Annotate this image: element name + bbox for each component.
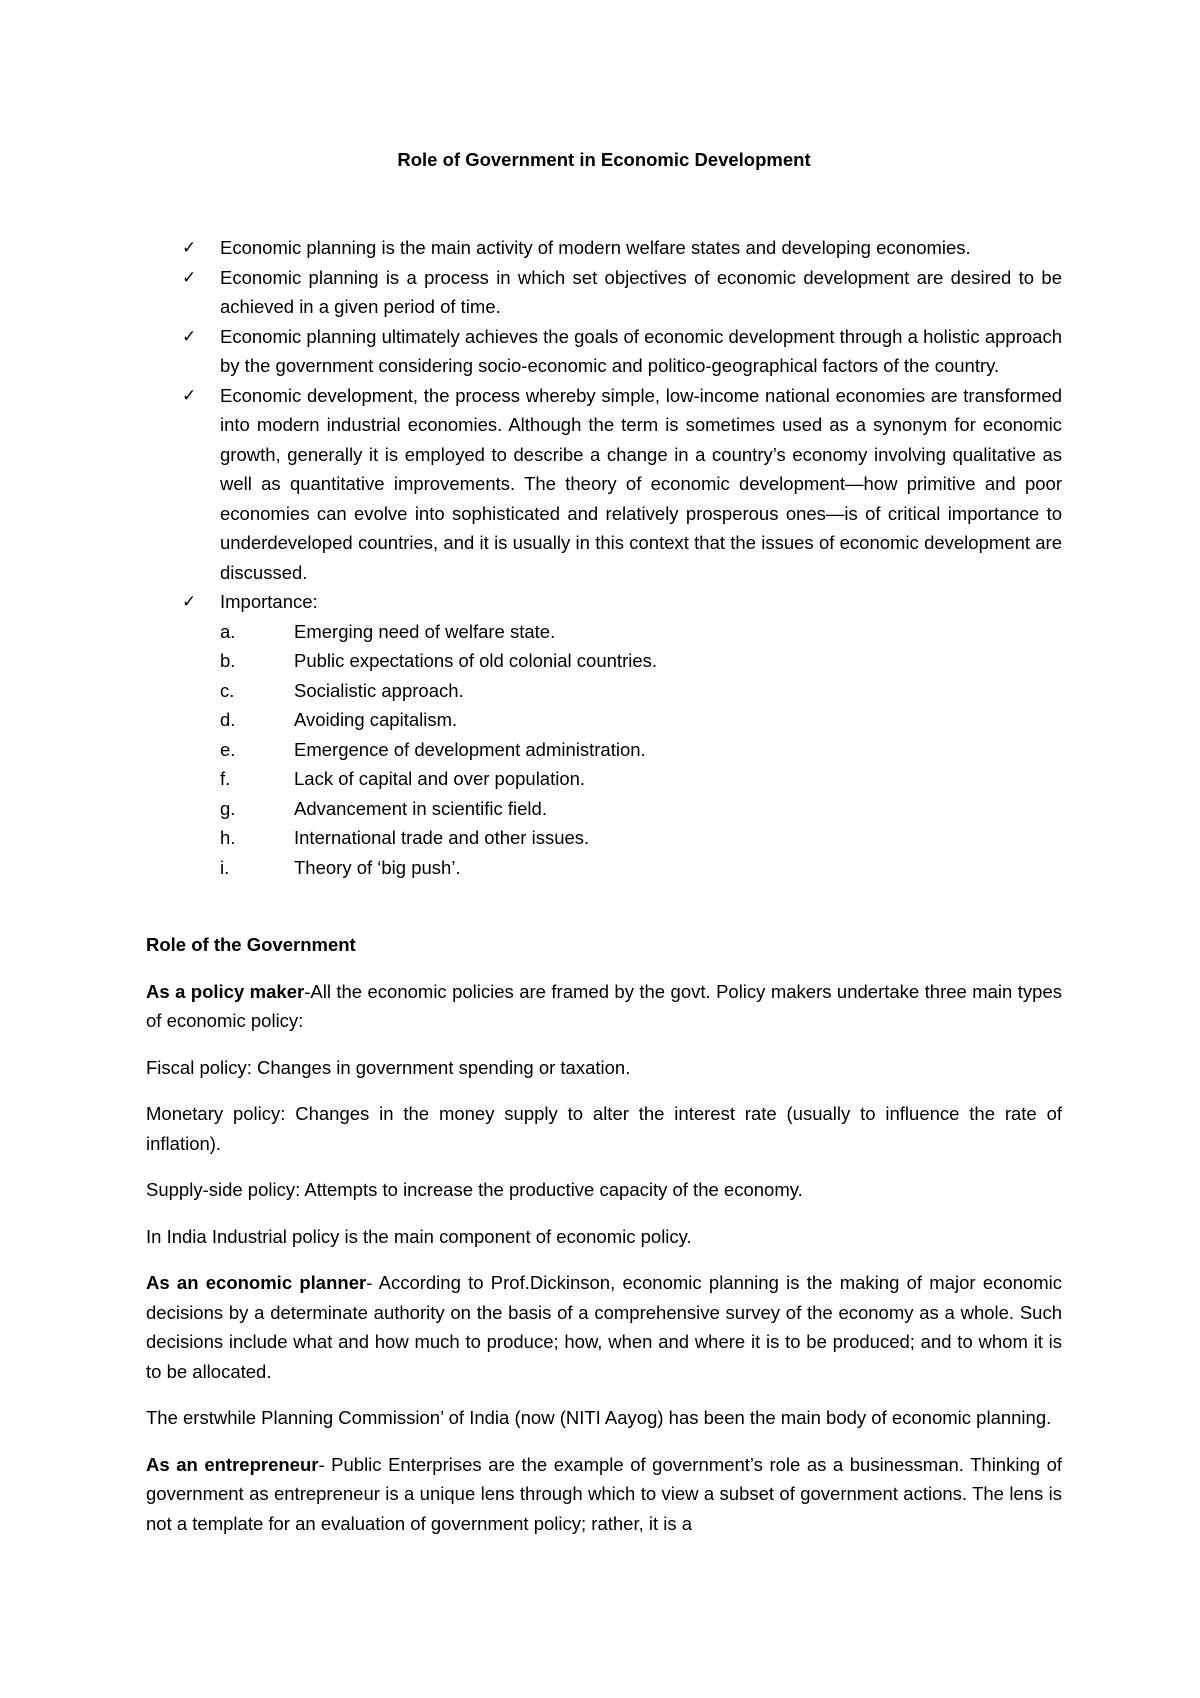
importance-list xyxy=(220,617,1062,883)
checklist-item-text: Economic planning ultimately achieves the goals of economic development through a holistic approach by the government considering socio-economic and politico-geographical factors of the country. xyxy=(220,325,1062,376)
importance-item xyxy=(220,676,1062,706)
checklist-item xyxy=(146,322,1062,381)
list-marker: b. xyxy=(220,650,236,671)
importance-item xyxy=(220,617,1062,647)
checklist-item xyxy=(146,381,1062,588)
importance-item xyxy=(220,646,1062,676)
checklist-item xyxy=(146,233,1062,263)
checklist-item-importance xyxy=(146,587,1062,882)
list-marker: e. xyxy=(220,738,236,760)
planning-commission-paragraph: The erstwhile Planning Commission’ of India (now (NITI Aayog) has been the main body of economic planning. xyxy=(146,1407,1052,1428)
list-marker: i. xyxy=(220,856,230,878)
importance-item xyxy=(220,853,1062,883)
paragraph-text: - According to Prof.Dickinson, economic planning is the making of major economic decisions by a determinate authority on the basis of a comprehensive survey of the economy as a whole. Such decisions include what and how much to produce; how, when and where it is to be produced; and to whom it is to be allocated. xyxy=(146,1272,1062,1382)
paragraph-text: - Public Enterprises are the example of government’s role as a businessman. Thinking of government as entrepreneur is a unique lens through which to view a subset of government actions. The lens is not a template for an evaluation of government policy; rather, it is a xyxy=(146,1453,1062,1534)
list-marker: h. xyxy=(220,827,236,848)
paragraph-text: -All the economic policies are framed by the govt. Policy makers undertake three main types of economic policy: xyxy=(146,980,1062,1031)
importance-item xyxy=(220,705,1062,735)
checkmark-icon: ✓ xyxy=(182,385,197,405)
document-title: Role of Government in Economic Development xyxy=(397,149,811,170)
importance-item-text: Emergence of development administration. xyxy=(294,738,646,760)
checkmark-icon: ✓ xyxy=(182,326,197,346)
policy-maker-paragraph xyxy=(146,977,1062,1036)
monetary-policy-paragraph: Monetary policy: Changes in the money supply to alter the interest rate (usually to influence the rate of inflation). xyxy=(146,1103,1062,1154)
importance-item xyxy=(220,794,1062,824)
checklist-item xyxy=(146,263,1062,322)
section-heading: Role of the Government xyxy=(146,934,356,955)
importance-item xyxy=(220,764,1062,794)
list-marker: f. xyxy=(220,768,231,789)
checklist-item-text: Economic planning is a process in which set objectives of economic development are desired to be achieved in a given period of time. xyxy=(220,266,1062,317)
role-section xyxy=(146,930,1062,1555)
list-marker: g. xyxy=(220,797,236,819)
importance-item-text: Avoiding capitalism. xyxy=(294,709,458,730)
checklist-item-text: Economic development, the process whereby simple, low-income national economies are transformed into modern industrial economies. Although the term is sometimes used as a synonym for economic growth, generally it is employed to describe a change in a country’s economy involving qualitative as well as quantitative improvements. The theory of economic development—how primitive and poor economies can evolve into sophisticated and relatively prosperous ones—is of critical importance to underdeveloped countries, and it is usually in this context that the issues of economic development are discussed. xyxy=(220,384,1062,583)
supply-side-paragraph: Supply-side policy: Attempts to increase the productive capacity of the economy. xyxy=(146,1179,803,1200)
fiscal-policy-paragraph: Fiscal policy: Changes in government spending or taxation. xyxy=(146,1056,631,1078)
importance-item-text: Socialistic approach. xyxy=(294,679,464,701)
importance-item-text: Public expectations of old colonial countries. xyxy=(294,650,658,671)
checklist-item-text: Economic planning is the main activity of modern welfare states and developing economies. xyxy=(220,237,971,258)
checklist xyxy=(146,233,1062,882)
list-marker: a. xyxy=(220,620,236,642)
importance-item-text: International trade and other issues. xyxy=(294,827,590,848)
importance-item-text: Emerging need of welfare state. xyxy=(294,620,556,642)
importance-item-text: Advancement in scientific field. xyxy=(294,797,547,819)
paragraph-lead: As an entrepreneur xyxy=(146,1453,319,1475)
india-industrial-paragraph: In India Industrial policy is the main component of economic policy. xyxy=(146,1225,692,1247)
importance-item-text: Lack of capital and over population. xyxy=(294,768,586,789)
importance-item xyxy=(220,823,1062,853)
importance-item-text: Theory of ‘big push’. xyxy=(294,856,461,878)
checkmark-icon: ✓ xyxy=(182,267,197,287)
importance-label: Importance: xyxy=(220,591,318,612)
checkmark-icon: ✓ xyxy=(182,592,197,611)
list-marker: c. xyxy=(220,679,235,701)
economic-planner-paragraph xyxy=(146,1268,1062,1386)
entrepreneur-paragraph xyxy=(146,1450,1062,1539)
importance-item xyxy=(220,735,1062,765)
paragraph-lead: As an economic planner xyxy=(146,1272,367,1293)
checkmark-icon: ✓ xyxy=(182,238,197,257)
paragraph-lead: As a policy maker xyxy=(146,980,305,1002)
list-marker: d. xyxy=(220,709,236,730)
